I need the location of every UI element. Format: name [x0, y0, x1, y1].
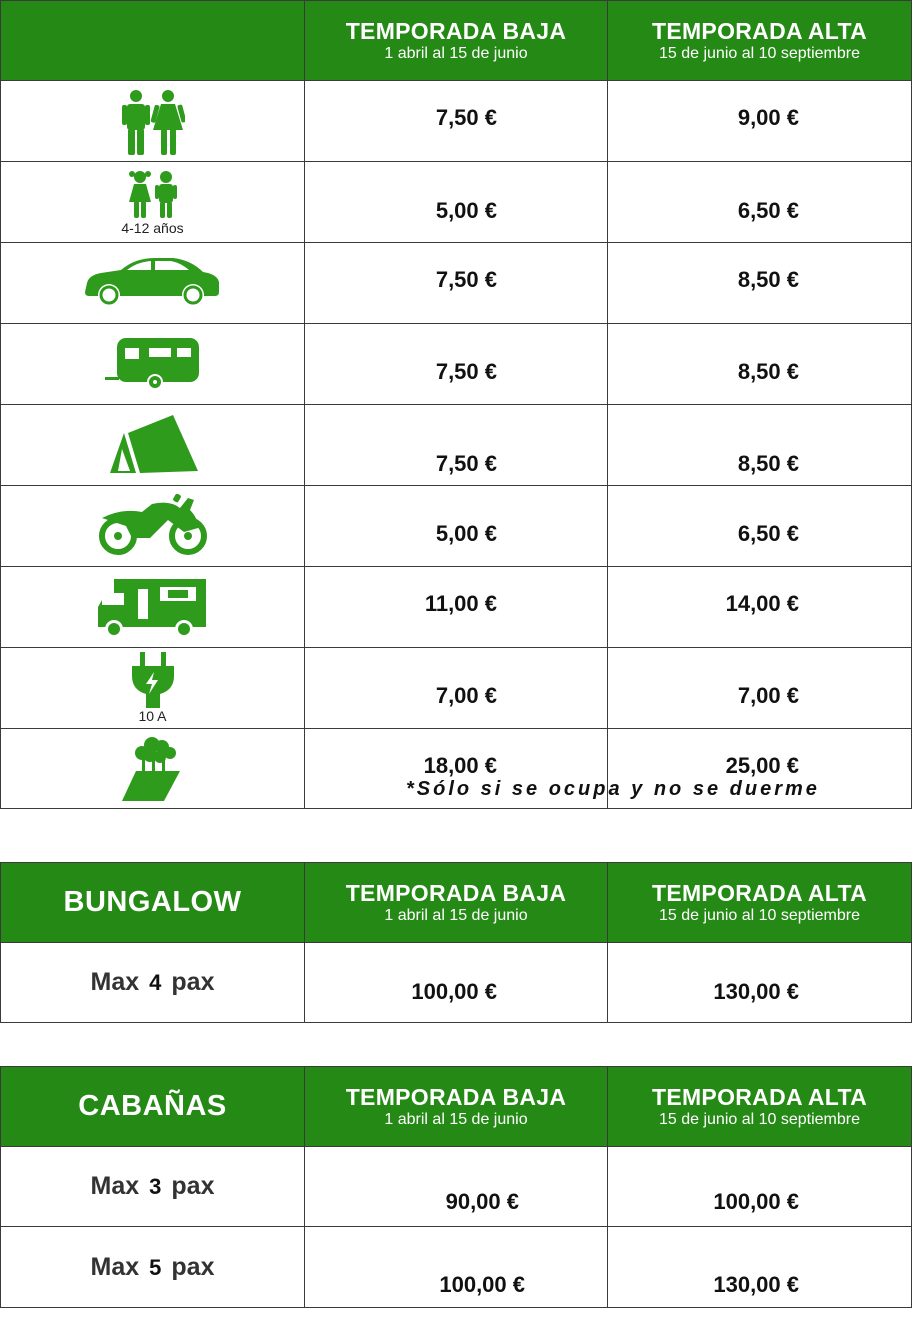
- low-price: 7,50 €: [435, 105, 497, 130]
- high-season-dates: 15 de junio al 10 septiembre: [658, 906, 861, 924]
- high-price: 9,00 €: [737, 105, 799, 130]
- high-price: 6,50 €: [737, 521, 799, 546]
- low-price: 90,00 €: [445, 1189, 519, 1214]
- high-price: 25,00 €: [725, 753, 799, 778]
- bungalow-title-cell: [1, 863, 305, 943]
- table-row: [1, 1147, 912, 1227]
- low-season-dates: 1 abril al 15 de junio: [384, 1110, 528, 1128]
- header-high-season: [608, 1, 912, 81]
- max-label: Max: [90, 1172, 140, 1200]
- table-row: [1, 1227, 912, 1308]
- cabanas-title-cell: [1, 1067, 305, 1147]
- motorhome-icon: [98, 577, 208, 639]
- header-low-season: [305, 1, 608, 81]
- low-price-cell: [305, 405, 608, 486]
- high-price: 130,00 €: [713, 979, 799, 1004]
- icon-cell: [1, 405, 305, 486]
- motorcycle-icon: [98, 494, 208, 556]
- high-season-title: TEMPORADA ALTA: [651, 1083, 867, 1110]
- low-price: 100,00 €: [439, 1272, 525, 1297]
- cabanas-price-table: [0, 1066, 912, 1308]
- low-price-cell: [305, 943, 608, 1023]
- adults-icon: [121, 89, 185, 155]
- low-price: 7,50 €: [435, 451, 497, 476]
- header-high-season: [608, 1067, 912, 1147]
- low-price: 5,00 €: [435, 521, 497, 546]
- high-price-cell: [608, 243, 912, 324]
- pax-label: pax: [171, 1252, 215, 1281]
- high-season-title: TEMPORADA ALTA: [651, 17, 867, 44]
- header-empty-cell: [1, 1, 305, 81]
- high-price: 130,00 €: [713, 1272, 799, 1297]
- max-number: 3: [149, 1174, 162, 1199]
- icon-cell: [1, 243, 305, 324]
- age-caption: 4-12 años: [121, 220, 184, 236]
- plot-footnote: *Sólo si se ocupa y no se duerme: [406, 778, 820, 800]
- low-price-cell: [305, 324, 608, 405]
- high-price-cell: [608, 324, 912, 405]
- electric-plug-icon: [132, 652, 174, 708]
- icon-cell: [1, 81, 305, 162]
- low-season-title: TEMPORADA BAJA: [345, 17, 567, 44]
- icon-cell: [1, 729, 305, 809]
- low-price-cell: [305, 243, 608, 324]
- table-row: [1, 567, 912, 648]
- max-label: Max: [90, 1252, 140, 1281]
- pax-label: pax: [171, 968, 215, 996]
- capacity-cell: [1, 1227, 305, 1308]
- high-price-cell: [608, 405, 912, 486]
- capacity-cell: [1, 943, 305, 1023]
- car-icon: [85, 257, 221, 307]
- low-price: 7,50 €: [435, 267, 497, 292]
- low-price-cell: [305, 567, 608, 648]
- low-price-cell: [305, 1147, 608, 1227]
- table-row: [1, 486, 912, 567]
- high-price: 100,00 €: [713, 1189, 799, 1214]
- icon-cell: [1, 567, 305, 648]
- high-price-cell: [608, 162, 912, 243]
- cabanas-header-row: [1, 1067, 912, 1147]
- high-price-cell: [608, 1227, 912, 1308]
- max-label: Max: [90, 968, 140, 996]
- icon-cell: [1, 648, 305, 729]
- low-price-cell: [305, 486, 608, 567]
- high-price-cell: [608, 567, 912, 648]
- table-row: [1, 943, 912, 1023]
- table-row: [1, 405, 912, 486]
- high-season-dates: 15 de junio al 10 septiembre: [658, 44, 861, 62]
- table-row: [1, 648, 912, 729]
- low-price-cell: [305, 1227, 608, 1308]
- icon-cell: [1, 162, 305, 243]
- plot-trees-icon: [122, 735, 184, 801]
- high-price: 7,00 €: [737, 683, 799, 708]
- table-row: [1, 81, 912, 162]
- header-low-season: [305, 863, 608, 943]
- header-low-season: [305, 1067, 608, 1147]
- low-price-cell: [305, 81, 608, 162]
- high-price: 6,50 €: [737, 198, 799, 223]
- high-price-cell: [608, 486, 912, 567]
- icon-cell: [1, 324, 305, 405]
- low-price: 5,00 €: [435, 198, 497, 223]
- high-price: 8,50 €: [737, 359, 799, 384]
- bungalow-header-row: [1, 863, 912, 943]
- high-price-cell: [608, 648, 912, 729]
- high-price: 8,50 €: [737, 267, 799, 292]
- low-price: 7,00 €: [435, 683, 497, 708]
- high-season-dates: 15 de junio al 10 septiembre: [658, 1110, 861, 1128]
- low-price: 11,00 €: [424, 591, 497, 616]
- high-season-title: TEMPORADA ALTA: [651, 879, 867, 906]
- max-number: 5: [149, 1254, 162, 1280]
- children-icon: [128, 170, 178, 218]
- pax-label: pax: [171, 1172, 215, 1200]
- low-season-title: TEMPORADA BAJA: [345, 1083, 567, 1110]
- low-price-cell: [305, 648, 608, 729]
- high-price: 14,00 €: [725, 591, 799, 616]
- table-row: [1, 243, 912, 324]
- caravan-icon: [105, 336, 201, 392]
- amperage-caption: 10 A: [138, 708, 167, 724]
- low-price: 100,00 €: [411, 979, 497, 1004]
- table-row: [1, 324, 912, 405]
- low-price-cell: [305, 162, 608, 243]
- header-high-season: [608, 863, 912, 943]
- camping-header-row: [1, 1, 912, 81]
- bungalow-price-table: [0, 862, 912, 1023]
- cabanas-title: CABAÑAS: [78, 1090, 227, 1122]
- high-price: 8,50 €: [737, 451, 799, 476]
- max-number: 4: [149, 970, 162, 995]
- high-price-cell: [608, 943, 912, 1023]
- bungalow-title: BUNGALOW: [63, 886, 242, 918]
- high-price-cell: [608, 81, 912, 162]
- capacity-cell: [1, 1147, 305, 1227]
- icon-cell: [1, 486, 305, 567]
- table-row: [1, 162, 912, 243]
- low-season-dates: 1 abril al 15 de junio: [384, 44, 528, 62]
- low-season-dates: 1 abril al 15 de junio: [384, 906, 528, 924]
- low-season-title: TEMPORADA BAJA: [345, 879, 567, 906]
- low-price: 18,00 €: [423, 753, 497, 778]
- low-price: 7,50 €: [435, 359, 497, 384]
- high-price-cell: [608, 1147, 912, 1227]
- tent-icon: [108, 415, 198, 475]
